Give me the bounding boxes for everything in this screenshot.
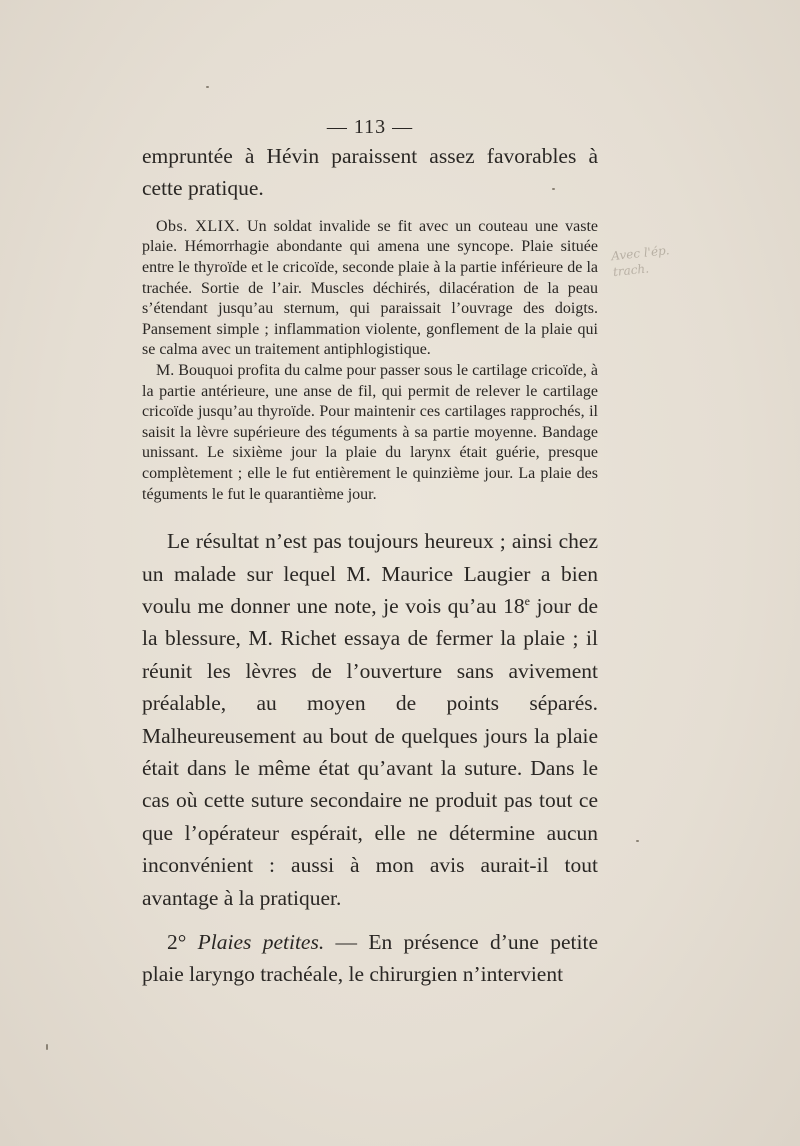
section-2-number: 2° — [167, 930, 187, 954]
section-2-text: — En présence d’une petite plaie laryngo trachéale, le chirurgien n’intervient — [142, 930, 599, 987]
results-paragraph — [142, 525, 598, 914]
observation-text: Un soldat invalide se fit avec un couteau une vaste plaie. Hémorrhagie abondante qui amena une syncope. Plaie située entre le thyroïde et le cricoïde, seconde plaie à la partie inférieure de la trachée. Sortie de l’air. Muscles déchirés, dilacération de la peau s’étendant jusqu’au sternum, qui paraissait l’ouvrage des doigts. Pansement simple ; inflammation violente, gonflement de la plaie qui se calma avec un traitement antiphlogistique. — [142, 217, 599, 359]
page-number: — 113 — — [326, 116, 414, 138]
observation-block — [142, 217, 598, 505]
margin-note-line-1: Avec l'ép. — [610, 243, 671, 264]
paper-speck — [636, 840, 639, 842]
paper-speck — [206, 86, 209, 88]
results-text-part1: Le résultat n’est pas toujours heureux ; ainsi chez un malade sur lequel M. Maurice Laugier a bien voulu me donner une note, je vois qu’au 18 — [142, 529, 598, 618]
paper-speck — [552, 188, 555, 190]
results-superscript: e — [524, 593, 530, 608]
observation-paragraph — [142, 217, 598, 361]
section-2-title: Plaies petites. — [197, 930, 325, 954]
section-2-paragraph — [142, 926, 598, 991]
margin-note-line-2: trach. — [612, 261, 650, 280]
handwritten-margin-note — [611, 240, 694, 280]
paper-speck — [46, 1044, 48, 1050]
page-content — [142, 140, 598, 991]
intro-paragraph: empruntée à Hévin paraissent assez favorables à cette pratique. — [142, 144, 598, 201]
observation-paragraph-2: M. Bouquoi profita du calme pour passer sous le cartilage cricoïde, à la partie antérieure, une anse de fil, qui permit de relever le cartilage cricoïde jusqu’au thyroïde. Pour maintenir ces cartilages rapprochés, il saisit la lèvre supérieure des téguments à sa partie moyenne. Bandage unissant. Le sixième jour la plaie du larynx était guérie, presque complètement ; elle le fut entièrement le quinzième jour. La plaie des téguments le fut le quarantième jour. — [142, 361, 598, 503]
observation-label: Obs. XLIX. — [156, 217, 241, 235]
results-text-part2: jour de la blessure, M. Richet essaya de fermer la plaie ; il réunit les lèvres de l’ouverture sans avivement préalable, au moyen de points séparés. Malheureusement au bout de quelques jours la plaie était dans le même état qu’avant la suture. Dans le cas où cette suture secondaire ne produit pas tout ce que l’opérateur espérait, elle ne détermine aucun inconvénient : aussi à mon avis aurait-il tout avantage à la pratiquer. — [142, 593, 598, 910]
